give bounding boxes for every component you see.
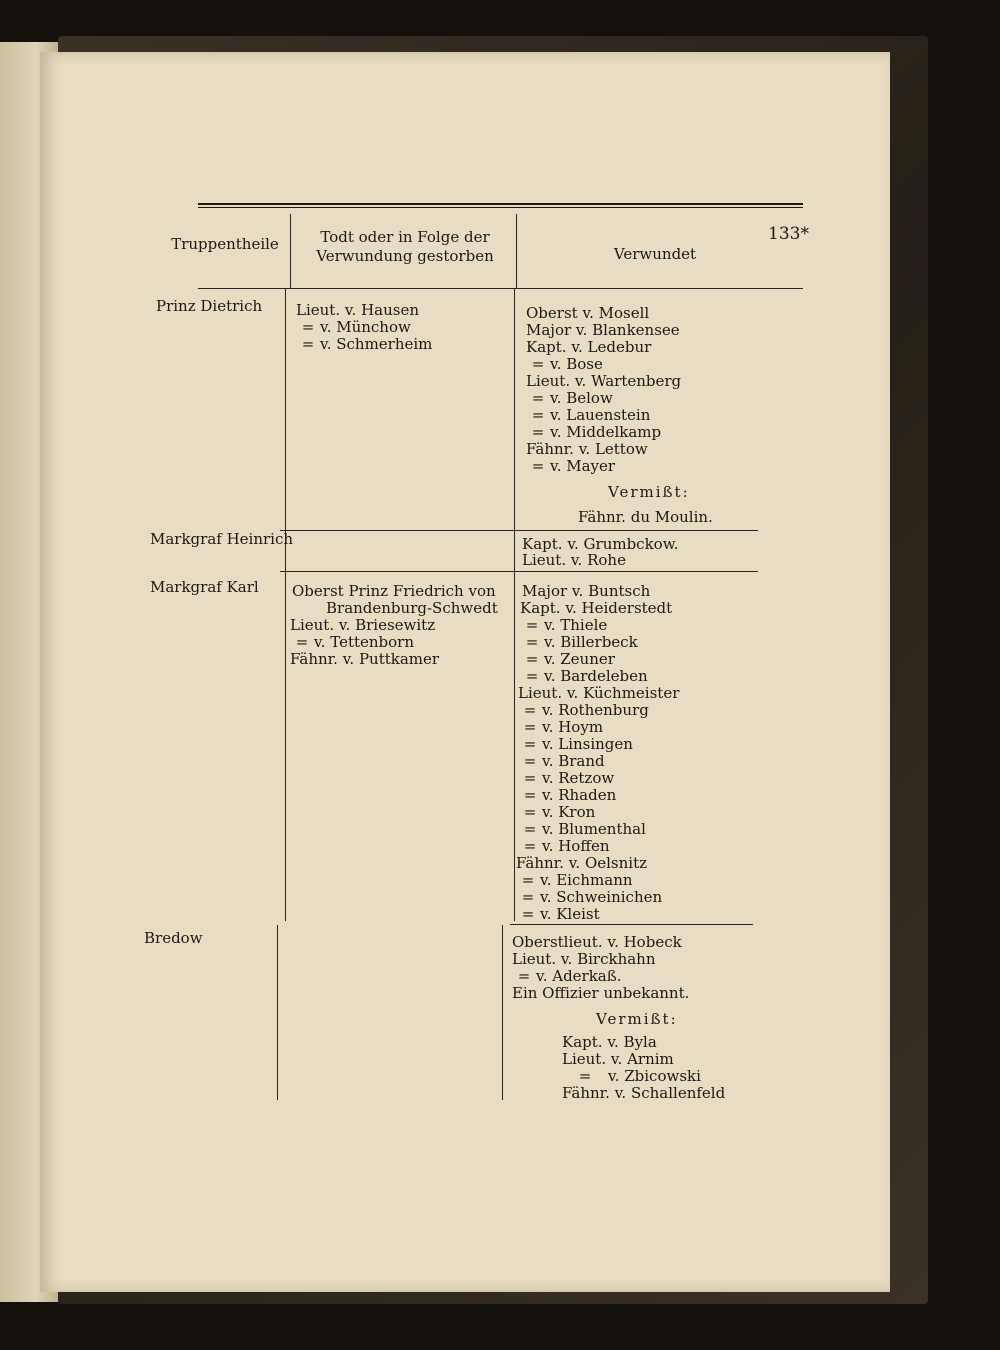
wounded-entry: Lieut. v. Rohe	[522, 551, 626, 569]
table-top-rule-thin	[198, 207, 803, 208]
missing-label: Vermißt:	[596, 1010, 678, 1028]
wounded-entry: = v. Hoym	[523, 718, 604, 736]
dead-entry: Lieut. v. Briesewitz	[290, 616, 436, 634]
wounded-entry: Oberst v. Mosell	[526, 304, 650, 322]
page-number: 133*	[768, 224, 809, 244]
wounded-entry: Lieut. v. Küchmeister	[518, 684, 680, 702]
header-unit: Truppentheile	[171, 235, 279, 253]
header-wounded: Verwundet	[613, 245, 697, 263]
wounded-entry: = v. Zeuner	[525, 650, 615, 668]
dead-entry: = v. Tettenborn	[295, 633, 415, 651]
wounded-entry: Major v. Buntsch	[522, 582, 651, 600]
wounded-entry: = v. Rhaden	[523, 786, 617, 804]
wounded-entry: = v. Bose	[531, 355, 603, 373]
missing-entry: Fähnr. v. Schallenfeld	[562, 1084, 726, 1102]
column-divider-1	[285, 289, 286, 921]
dead-entry: Brandenburg-Schwedt	[326, 599, 498, 617]
wounded-entry: = v. Aderkaß.	[517, 967, 622, 985]
header-divider-2	[516, 214, 517, 289]
wounded-entry: = v. Kleist	[521, 905, 600, 923]
wounded-entry: = v. Kron	[523, 803, 596, 821]
dead-entry: Fähnr. v. Puttkamer	[290, 650, 440, 668]
table-top-rule	[198, 203, 803, 205]
missing-entry: Fähnr. du Moulin.	[578, 508, 713, 526]
wounded-entry: = v. Blumenthal	[523, 820, 646, 838]
wounded-entry: = v. Thiele	[525, 616, 608, 634]
header-dead: Todt oder in Folge der Verwundung gestorben	[316, 228, 494, 265]
row-rule-2	[280, 571, 758, 572]
column-divider-2-lower	[502, 925, 503, 1100]
wounded-entry: = v. Mayer	[531, 457, 616, 475]
unit-name: Markgraf Karl	[150, 578, 259, 596]
book-page	[40, 52, 890, 1292]
header-divider-1	[290, 214, 291, 289]
wounded-entry: Major v. Blankensee	[526, 321, 680, 339]
dead-entry: = v. Münchow	[301, 318, 411, 336]
wounded-entry: = v. Below	[531, 389, 613, 407]
unit-name: Prinz Dietrich	[156, 297, 263, 315]
wounded-entry: Lieut. v. Wartenberg	[526, 372, 682, 390]
wounded-entry: Ein Offizier unbekannt.	[512, 984, 690, 1002]
missing-label: Vermißt:	[608, 483, 690, 501]
missing-entry: Lieut. v. Arnim	[562, 1050, 674, 1068]
wounded-entry: = v. Billerbeck	[525, 633, 638, 651]
wounded-entry: Oberstlieut. v. Hobeck	[512, 933, 682, 951]
wounded-entry: = v. Brand	[523, 752, 605, 770]
wounded-entry: = v. Lauenstein	[531, 406, 651, 424]
unit-name: Bredow	[144, 929, 203, 947]
wounded-entry: Fähnr. v. Lettow	[526, 440, 648, 458]
wounded-entry: = v. Hoffen	[523, 837, 610, 855]
wounded-entry: Fähnr. v. Oelsnitz	[516, 854, 648, 872]
wounded-entry: = v. Linsingen	[523, 735, 633, 753]
wounded-entry: Kapt. v. Heiderstedt	[520, 599, 673, 617]
column-divider-2	[514, 289, 515, 921]
dead-entry: = v. Schmerheim	[301, 335, 433, 353]
wounded-entry: Kapt. v. Grumbckow.	[522, 535, 679, 553]
row-rule-1	[280, 530, 758, 531]
column-divider-1-lower	[277, 925, 278, 1100]
header-rule	[198, 288, 803, 289]
wounded-entry: Kapt. v. Ledebur	[526, 338, 652, 356]
row-rule-3	[510, 924, 753, 925]
missing-entry: Kapt. v. Byla	[562, 1033, 657, 1051]
wounded-entry: = v. Retzow	[523, 769, 615, 787]
wounded-entry: = v. Eichmann	[521, 871, 633, 889]
unit-name: Markgraf Heinrich	[150, 530, 294, 548]
wounded-entry: = v. Bardeleben	[525, 667, 648, 685]
dead-entry: Lieut. v. Hausen	[296, 301, 420, 319]
wounded-entry: = v. Rothenburg	[523, 701, 649, 719]
missing-entry: = v. Zbicowski	[578, 1067, 701, 1085]
wounded-entry: = v. Schweinichen	[521, 888, 663, 906]
wounded-entry: Lieut. v. Birckhahn	[512, 950, 656, 968]
dead-entry: Oberst Prinz Friedrich von	[292, 582, 496, 600]
wounded-entry: = v. Middelkamp	[531, 423, 662, 441]
